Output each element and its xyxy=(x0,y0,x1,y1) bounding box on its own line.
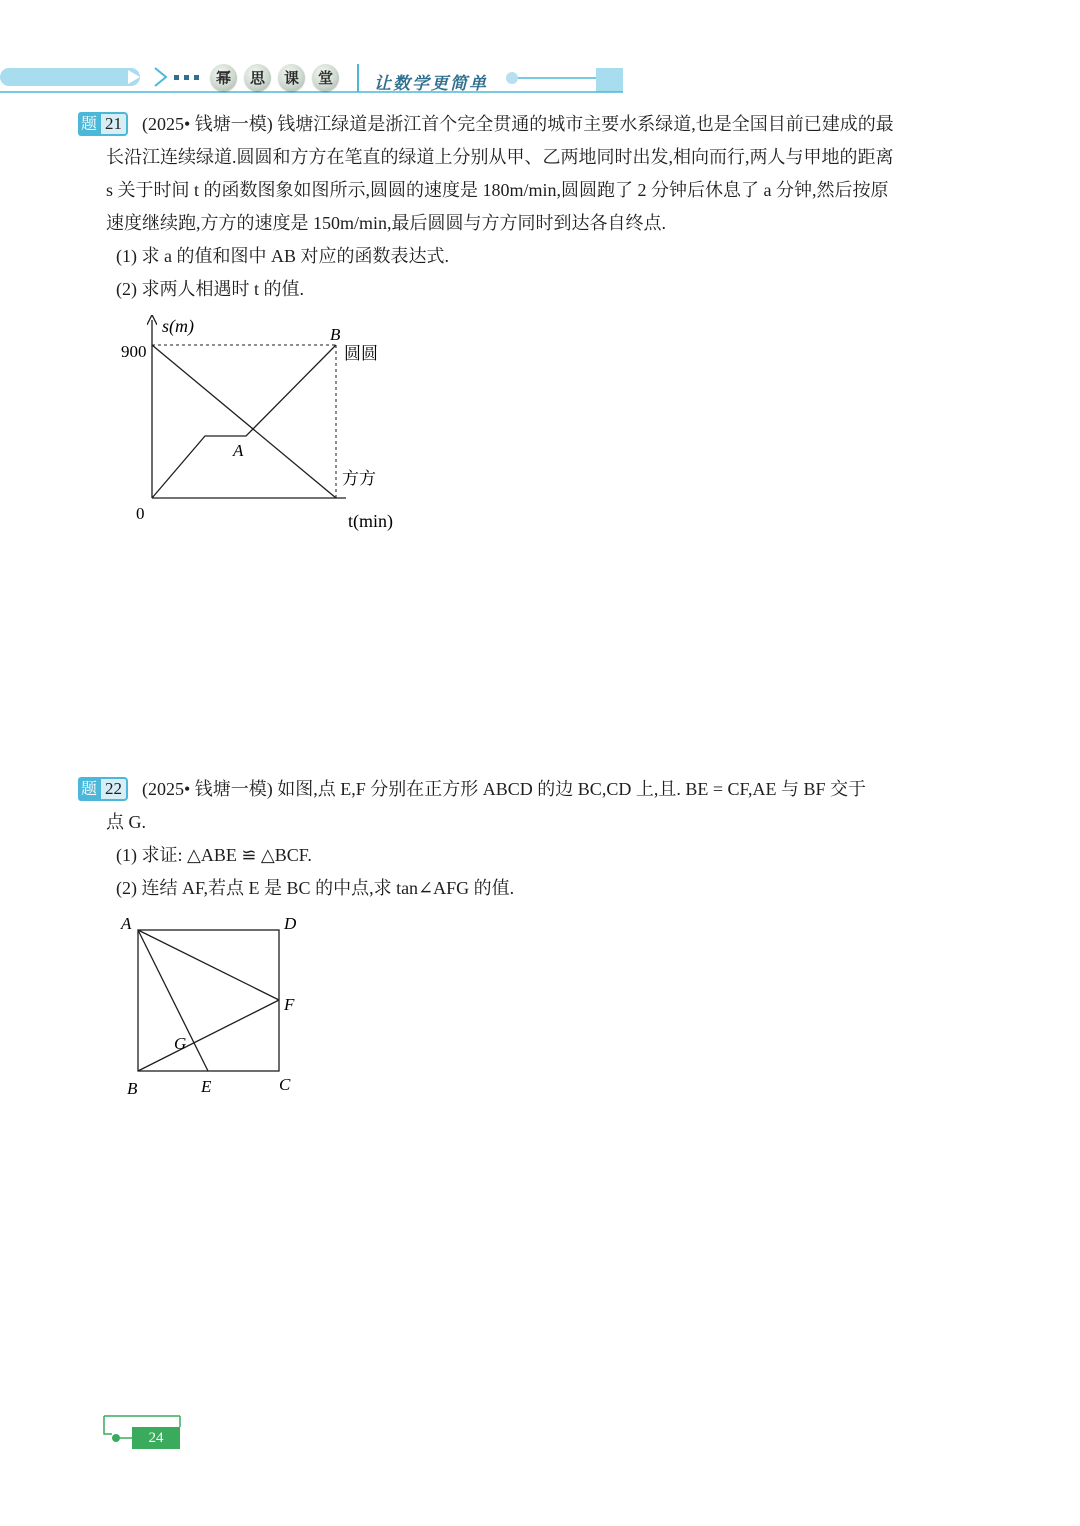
segment-AF xyxy=(138,930,279,1000)
y-tick-label: 900 xyxy=(121,342,147,361)
sub-question: (2) 连结 AF,若点 E 是 BC 的中点,求 tan∠AFG 的值. xyxy=(116,878,515,898)
question-text: (2025• 钱塘一模) 钱塘江绿道是浙江首个完全贯通的城市主要水系绿道,也是全国目前已建成的最 xyxy=(142,114,894,134)
question-number: 22 xyxy=(99,777,128,801)
brand-char: 堂 xyxy=(312,64,339,91)
point-label-A: A xyxy=(233,441,244,460)
y-axis-label: s(m) xyxy=(162,316,194,336)
slogan: 让数学更简单 xyxy=(374,74,488,94)
question-text: s 关于时间 t 的函数图象如图所示,圆圆的速度是 180m/min,圆圆跑了 2 分钟后休息了 a 分钟,然后按原 xyxy=(106,180,889,200)
page-header xyxy=(0,60,1080,100)
page-number: 24 xyxy=(132,1427,180,1449)
figure-square xyxy=(110,910,320,1105)
question-label: 题 xyxy=(78,112,100,136)
brand-char: 课 xyxy=(278,64,305,91)
segment-BF xyxy=(138,1000,279,1071)
question-21 xyxy=(106,108,956,306)
question-text: 速度继续跑,方方的速度是 150m/min,最后圆圆与方方同时到达各自终点. xyxy=(106,213,667,233)
point-label-G: G xyxy=(174,1034,187,1053)
question-label: 题 xyxy=(78,777,100,801)
figure-distance-time xyxy=(110,312,430,537)
sub-question: (2) 求两人相遇时 t 的值. xyxy=(116,279,304,299)
question-text: 长沿江连续绿道.圆圆和方方在笔直的绿道上分别从甲、乙两地同时出发,相向而行,两人与甲地的距离 xyxy=(106,147,894,167)
question-text: 点 G. xyxy=(106,812,146,832)
point-label-C: C xyxy=(279,1075,291,1094)
point-label-A: A xyxy=(121,914,132,933)
segment-AE xyxy=(138,930,208,1071)
sub-question: (1) 求证: △ABE ≌ △BCF. xyxy=(116,845,312,865)
brand-char: 幂 xyxy=(210,64,237,91)
series-label-yuanyuan: 圆圆 xyxy=(344,344,378,363)
brand-logo xyxy=(210,64,339,91)
point-label-F: F xyxy=(284,995,295,1014)
brand-char: 思 xyxy=(244,64,271,91)
point-label-D: D xyxy=(284,914,297,933)
question-number: 21 xyxy=(99,112,128,136)
sub-question: (1) 求 a 的值和图中 AB 对应的函数表达式. xyxy=(116,246,449,266)
point-label-E: E xyxy=(201,1077,212,1096)
page-number-block xyxy=(102,1414,182,1450)
point-label-B: B xyxy=(330,325,341,344)
x-axis-label: t(min) xyxy=(348,511,393,531)
series-label-fangfang: 方方 xyxy=(342,469,376,488)
header-decoration xyxy=(0,60,1080,100)
origin-label: 0 xyxy=(136,504,145,523)
fangfang-line xyxy=(152,345,336,498)
question-22 xyxy=(106,773,956,905)
square-ABCD xyxy=(138,930,279,1071)
question-text: (2025• 钱塘一模) 如图,点 E,F 分别在正方形 ABCD 的边 BC,CD 上,且. BE = CF,AE 与 BF 交于 xyxy=(142,779,867,799)
point-label-B: B xyxy=(127,1079,138,1098)
